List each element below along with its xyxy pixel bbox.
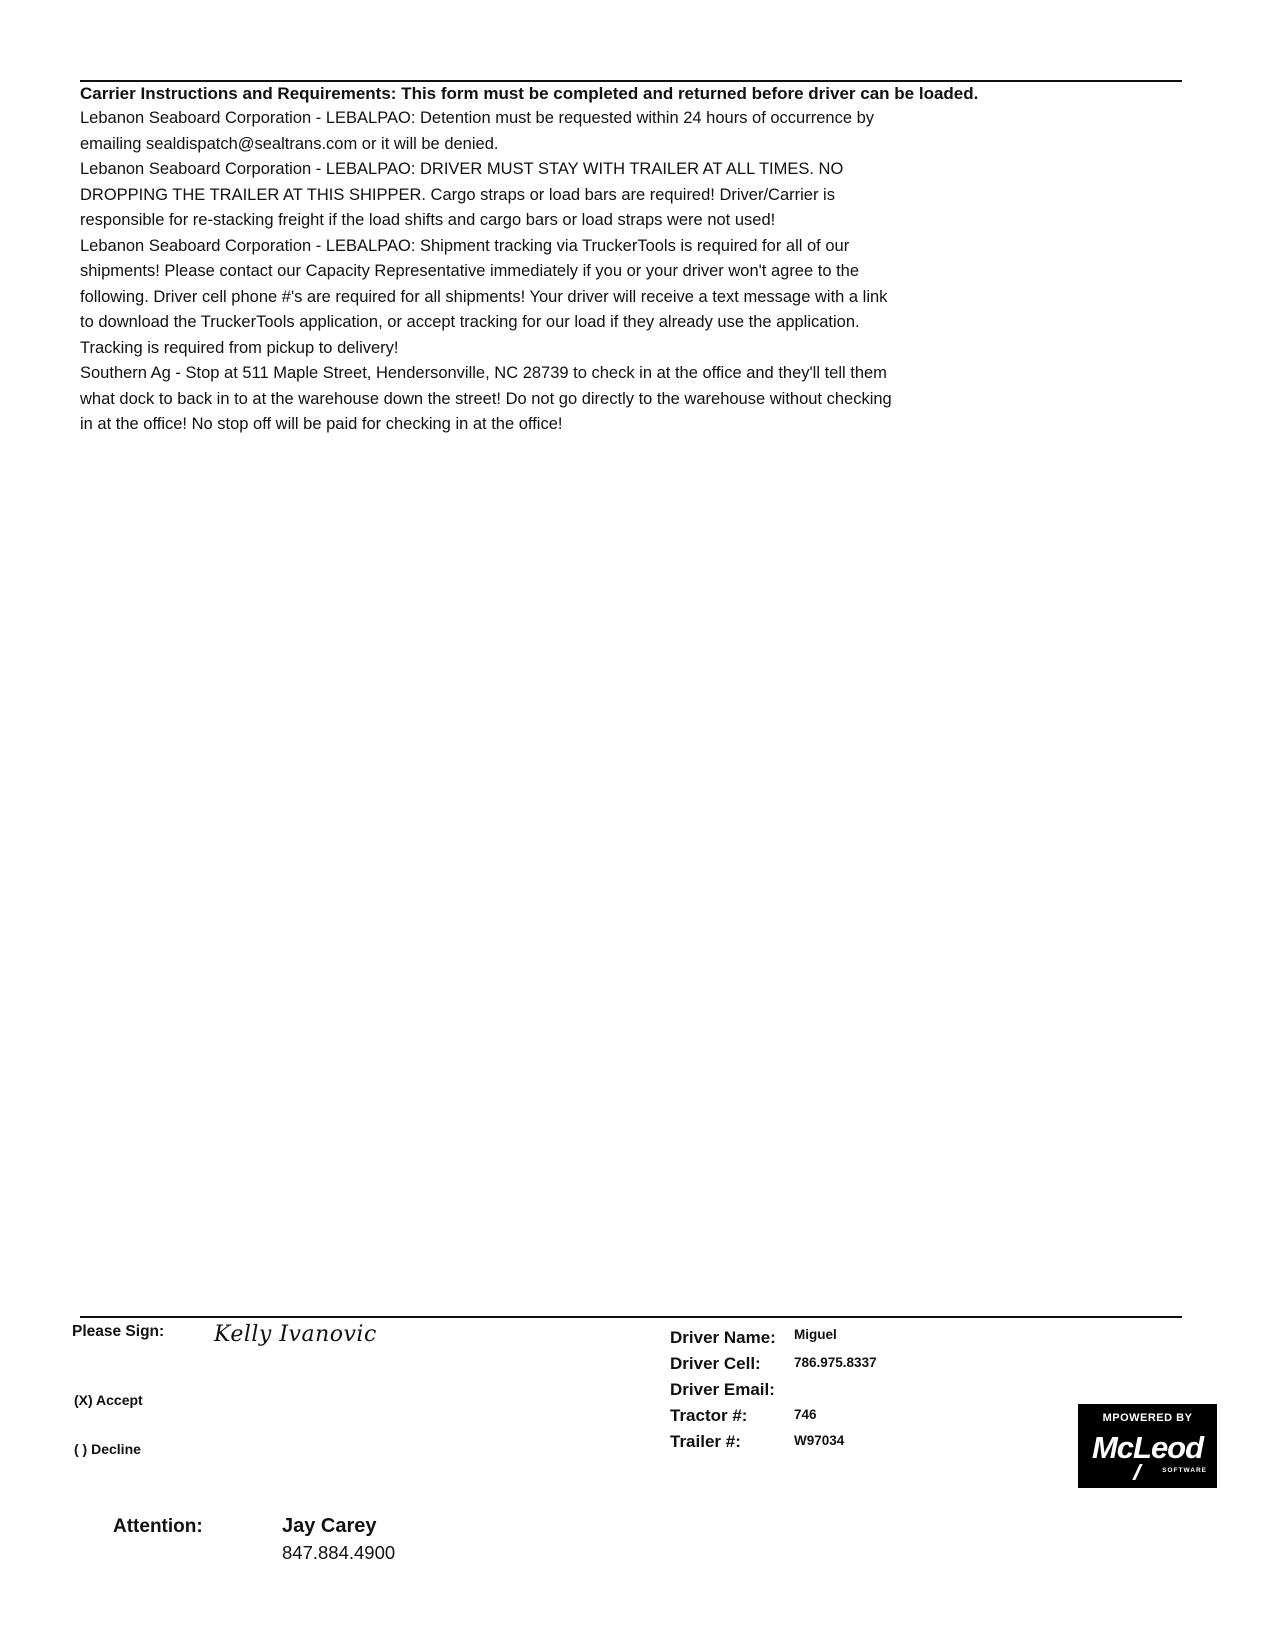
logo-brand: McLeod bbox=[1091, 1430, 1204, 1465]
trailer-label: Trailer #: bbox=[670, 1432, 741, 1451]
signature-divider bbox=[80, 1316, 1182, 1318]
driver-name-label: Driver Name: bbox=[670, 1328, 776, 1347]
instruction-line: to download the TruckerTools application, or accept tracking for our load if they already use the application. bbox=[80, 313, 860, 331]
instruction-line: emailing sealdispatch@sealtrans.com or it will be denied. bbox=[80, 134, 499, 153]
tractor-label: Tractor #: bbox=[670, 1406, 748, 1425]
signature[interactable]: Kelly Ivanovic bbox=[214, 1322, 377, 1347]
instruction-line: Tracking is required from pickup to delivery! bbox=[80, 338, 399, 357]
instruction-line: shipments! Please contact our Capacity Representative immediately if you or your driver won't agree to the bbox=[80, 262, 860, 280]
driver-cell-label: Driver Cell: bbox=[670, 1354, 761, 1373]
logo-software: SOFTWARE bbox=[1162, 1467, 1207, 1474]
decline-option[interactable]: ( ) Decline bbox=[74, 1441, 141, 1457]
instruction-line: in at the office! No stop off will be paid for checking in at the office! bbox=[80, 415, 563, 433]
attention-label: Attention: bbox=[113, 1516, 203, 1537]
instruction-line: Lebanon Seaboard Corporation - LEBALPAO: DRIVER MUST STAY WITH TRAILER AT ALL TIMES. NO bbox=[80, 160, 844, 178]
instruction-paragraph bbox=[80, 234, 1200, 362]
instruction-paragraph bbox=[80, 361, 1200, 438]
instructions-title: Carrier Instructions and Requirements: This form must be completed and returned before driver can be loaded. bbox=[80, 84, 979, 103]
instruction-line: responsible for re-stacking freight if the load shifts and cargo bars or load straps were not used! bbox=[80, 211, 776, 229]
instruction-paragraph bbox=[80, 157, 1200, 234]
carrier-instructions bbox=[80, 82, 1200, 438]
instruction-line: DROPPING THE TRAILER AT THIS SHIPPER. Cargo straps or load bars are required! Driver/Carrier is bbox=[80, 185, 835, 204]
accept-option[interactable]: (X) Accept bbox=[74, 1392, 143, 1408]
mcleod-logo bbox=[1078, 1404, 1217, 1488]
driver-cell-value: 786.975.8337 bbox=[794, 1355, 877, 1370]
attention-phone: 847.884.4900 bbox=[282, 1542, 396, 1563]
attention-name: Jay Carey bbox=[282, 1515, 377, 1537]
trailer-value: W97034 bbox=[794, 1433, 845, 1448]
instruction-line: following. Driver cell phone #'s are required for all shipments! Your driver will receive a text message with a link bbox=[80, 287, 888, 306]
instruction-line: Southern Ag - Stop at 511 Maple Street, Hendersonville, NC 28739 to check in at the office and they'll tell them bbox=[80, 364, 887, 382]
driver-name-value: Miguel bbox=[794, 1327, 837, 1342]
instruction-paragraph bbox=[80, 106, 1200, 157]
instruction-line: Lebanon Seaboard Corporation - LEBALPAO: Shipment tracking via TruckerTools is required for all of our bbox=[80, 236, 850, 255]
logo-powered-by: MPOWERED BY bbox=[1102, 1412, 1193, 1424]
driver-email-label: Driver Email: bbox=[670, 1380, 775, 1399]
instruction-line: Lebanon Seaboard Corporation - LEBALPAO: Detention must be requested within 24 hours of occurrence by bbox=[80, 109, 875, 127]
logo-slash-icon bbox=[1132, 1464, 1142, 1480]
please-sign-label: Please Sign: bbox=[72, 1323, 165, 1340]
tractor-value: 746 bbox=[794, 1407, 817, 1422]
instruction-line: what dock to back in to at the warehouse down the street! Do not go directly to the warehouse without checking bbox=[80, 389, 892, 408]
